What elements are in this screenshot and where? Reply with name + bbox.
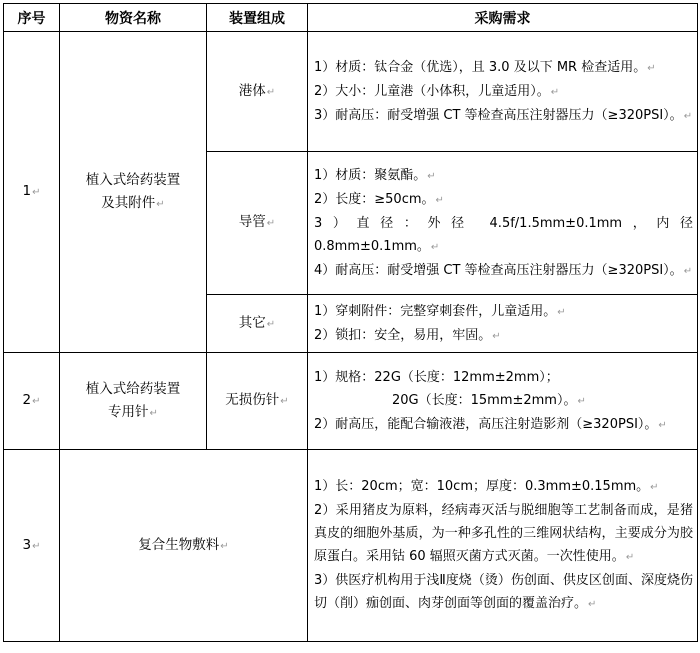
header-requirements: 采购需求 bbox=[308, 4, 698, 32]
table-row bbox=[4, 353, 698, 450]
row-1-other-requirements: 1）穿刺附件：完整穿刺套件，儿童适用。↵ 2）锁扣：安全，易用，牢固。↵ bbox=[308, 295, 698, 353]
row-2-needle-requirements: 1）规格：22G（长度：12mm±2mm）； 20G（长度：15mm±2mm）。↵ 2）耐高压，能配合输液港，高压注射造影剂（≥320PSI）。↵ bbox=[308, 353, 698, 450]
row-1-component-other: 其它↵ bbox=[207, 295, 308, 353]
row-1-catheter-requirements: 1）材质：聚氨酯。↵ 2）长度：≥50cm。↵ 3）直径：外径 4.5f/1.5mm±0.1mm，内径 0.8mm±0.1mm。↵ 4）耐高压：耐受增强 CT 等检查高压注射器压力（≥320PSI）。↵ bbox=[308, 152, 698, 295]
header-item-name: 物资名称 bbox=[60, 4, 207, 32]
row-1-name: 植入式给药装置 及其附件↵ bbox=[60, 32, 207, 353]
header-row bbox=[4, 4, 698, 32]
row-2-name: 植入式给药装置 专用针↵ bbox=[60, 353, 207, 450]
table-row bbox=[4, 450, 698, 642]
row-2-component-needle: 无损伤针↵ bbox=[207, 353, 308, 450]
row-3-requirements: 1）长：20cm；宽：10cm；厚度：0.3mm±0.15mm。↵ 2）采用猪皮为原料，经病毒灭活与脱细胞等工艺制备而成，是猪真皮的细胞外基质，为一种多孔性的三维网状结构，主要成分为胶原蛋白。采用钴 60 辐照灭菌方式灭菌。一次性使用。↵ 3）供医疗机构用于浅Ⅱ度烧（烫）伤创面、供皮区创面、深度烧伤切（削）痂创面、肉芽创面等创面的覆盖治疗。↵ bbox=[308, 450, 698, 642]
header-component: 装置组成 bbox=[207, 4, 308, 32]
procurement-table bbox=[3, 3, 698, 642]
row-3-no: 3↵ bbox=[4, 450, 60, 642]
row-1-port-requirements: 1）材质：钛合金（优选），且 3.0 及以下 MR 检查适用。↵ 2）大小：儿童港（小体积，儿童适用）。↵ 3）耐高压：耐受增强 CT 等检查高压注射器压力（≥320PSI）。↵ bbox=[308, 32, 698, 152]
row-1-no: 1↵ bbox=[4, 32, 60, 353]
header-no: 序号 bbox=[4, 4, 60, 32]
row-3-name: 复合生物敷料↵ bbox=[60, 450, 308, 642]
row-1-component-catheter: 导管↵ bbox=[207, 152, 308, 295]
table-row bbox=[4, 32, 698, 152]
row-2-no: 2↵ bbox=[4, 353, 60, 450]
row-1-component-port: 港体↵ bbox=[207, 32, 308, 152]
